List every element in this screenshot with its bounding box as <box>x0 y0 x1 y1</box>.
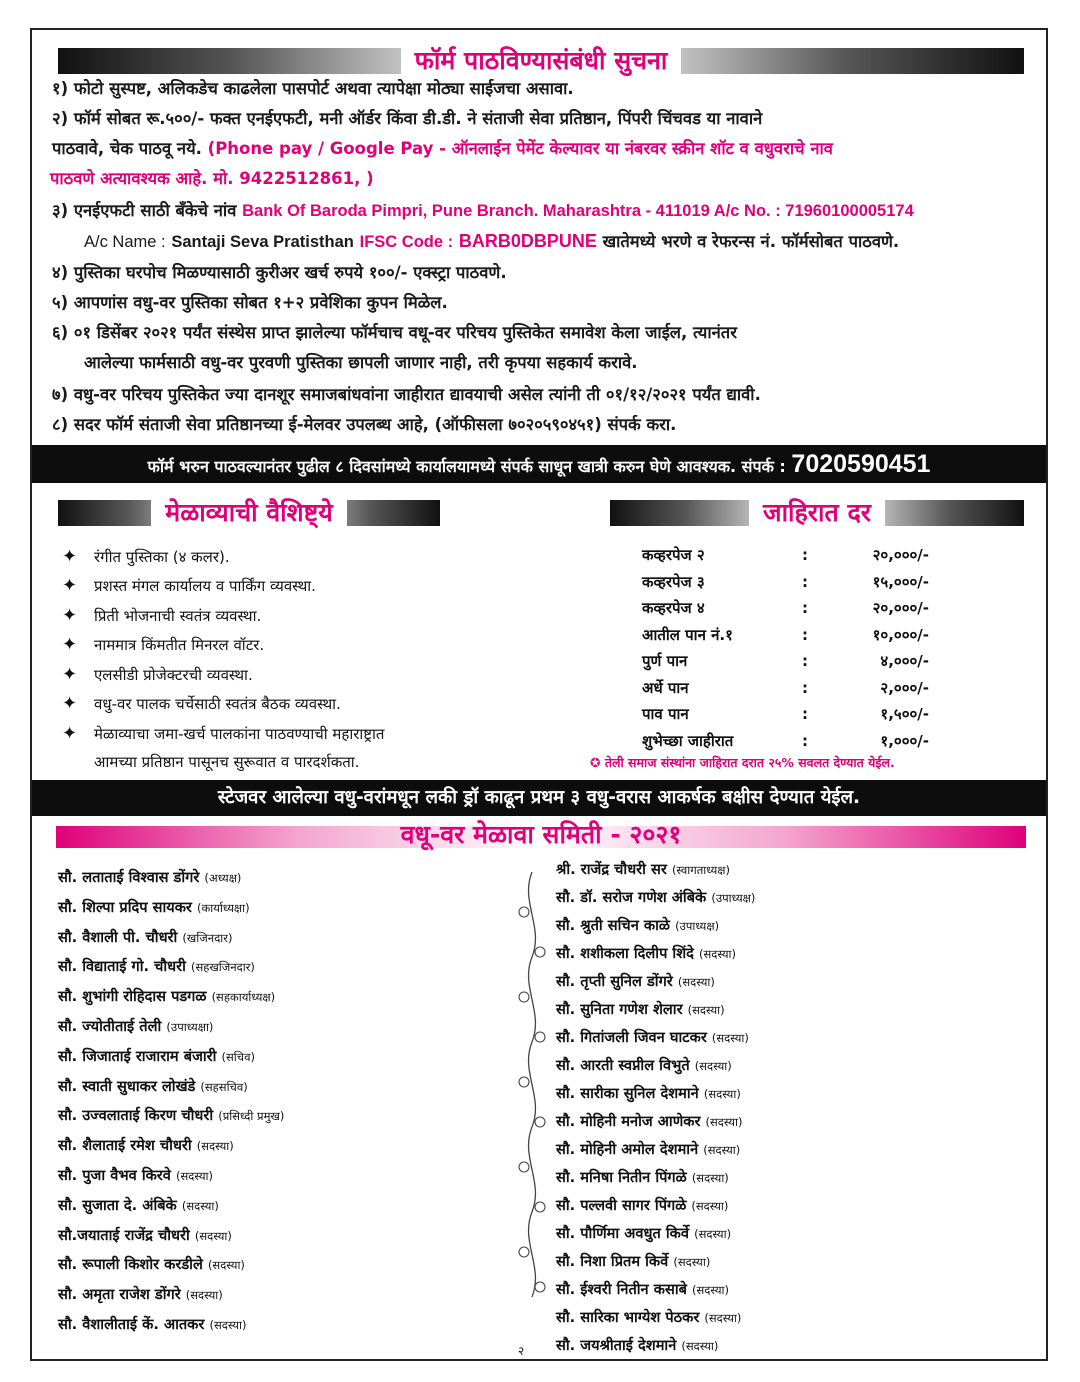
committee-member: सौ. सारिका भाग्येश पेठकर (सदस्या) <box>556 1309 742 1326</box>
instruction-item-6-cont: आलेल्या फार्मसाठी वधु-वर पुरवणी पुस्तिका छापली जाणार नाही, तरी कृपया सहकार्य करावे. <box>84 353 638 372</box>
ad-rates-title: जाहिरात दर <box>749 498 885 527</box>
page-number: २ <box>518 1344 525 1358</box>
feature-item: ✦ वधु-वर पालक चर्चेसाठी स्वतंत्र बैठक व्यवस्था. <box>62 689 341 720</box>
committee-left-column <box>58 864 508 1340</box>
account-name-label: A/c Name : <box>84 233 166 251</box>
committee-member: श्री. राजेंद्र चौधरी सर (स्वागताध्यक्ष) <box>556 861 731 878</box>
committee-member: सौ. उज्वलाताई किरण चौधरी (प्रसिध्दी प्रमुख) <box>58 1107 285 1125</box>
instruction-item-3-label: ३) एनईएफटी साठी बँकेचे नांव <box>52 201 237 220</box>
instructions-title-bar <box>58 48 1024 74</box>
plus-icon: ✦ <box>62 575 78 596</box>
instruction-item-2-text: पाठवावे, चेक पाठवू नये. <box>52 139 202 158</box>
instruction-item-4: ४) पुस्तिका घरपोच मिळण्यासाठी कुरीअर खर्च रुपये १००/- एक्स्ट्रा पाठवणे. <box>52 263 507 282</box>
lucky-draw-text: स्टेजवर आलेल्या वधु-वरांमधून लकी ड्रॉ काढून प्रथम ३ वधु-वरास आकर्षक बक्षीस देण्यात येईल. <box>217 787 861 808</box>
plus-icon: ✦ <box>62 693 78 714</box>
bank-details: Bank Of Baroda Pimpri, Pune Branch. Maharashtra - 411019 A/c No. : 71960100005174 <box>242 202 914 220</box>
committee-title: वधू-वर मेळावा समिती - २०२१ <box>400 820 682 849</box>
committee-member: सौ. मनिषा नितीन पिंगळे (सदस्या) <box>556 1169 729 1186</box>
committee-member: सौ. गितांजली जिवन घाटकर (सदस्या) <box>556 1029 749 1046</box>
committee-member: सौ. पुजा वैभव किरवे (सदस्या) <box>58 1167 213 1184</box>
committee-member: सौ. डॉ. सरोज गणेश अंबिके (उपाध्यक्ष) <box>556 889 756 906</box>
committee-member: सौ. मोहिनी मनोज आणेकर (सदस्या) <box>556 1113 743 1130</box>
plus-icon: ✦ <box>62 546 78 567</box>
committee-member: सौ. ईश्वरी नितीन कसाबे (सदस्या) <box>556 1281 730 1298</box>
instruction-payment-note: (Phone pay / Google Pay - ऑनलाईन पेमेंट केल्यावर या नंबरवर स्क्रीन शॉट व वधुवराचे नाव <box>207 139 833 158</box>
committee-member: सौ. पल्लवी सागर पिंगळे (सदस्या) <box>556 1197 729 1214</box>
star-icon: ✪ <box>590 755 601 770</box>
committee-title-bar <box>56 820 1026 849</box>
feature-item: ✦ रंगीत पुस्तिका (४ कलर). <box>62 542 230 573</box>
feature-item: ✦ नाममात्र किंमतीत मिनरल वॉटर. <box>62 630 264 661</box>
ifsc-code: BARB0DBPUNE <box>458 231 597 251</box>
committee-member: सौ. सुनिता गणेश शेलार (सदस्या) <box>556 1001 725 1018</box>
ad-rates-table <box>642 542 962 758</box>
instructions-title: फॉर्म पाठविण्यासंबंधी सुचना <box>401 46 682 75</box>
feature-item: ✦ प्रिती भोजनाची स्वतंत्र व्यवस्था. <box>62 601 261 632</box>
instruction-item-7: ७) वधु-वर परिचय पुस्तिकेत ज्या दानशूर समाजबांधवांना जाहीरात द्यावयाची असेल त्यांनी ती ०१/१२/२०२१ पर्यंत द्यावी. <box>52 385 761 404</box>
committee-member: सौ. जिजाताई राजाराम बंजारी (सचिव) <box>58 1047 255 1065</box>
instruction-item-8: ८) सदर फॉर्म संताजी सेवा प्रतिष्ठानच्या ई-मेलवर उपलब्ध आहे, (ऑफीसला ७०२०५९०४५१) संपर्क करा. <box>52 415 677 434</box>
instruction-item-5: ५) आपणांस वधु-वर पुस्तिका सोबत १+२ प्रवेशिका कुपन मिळेल. <box>52 293 448 312</box>
features-title-bar <box>58 500 440 526</box>
committee-right-column <box>556 856 1036 1356</box>
committee-member: सौ. शैलाताई रमेश चौधरी (सदस्या) <box>58 1137 234 1155</box>
instruction-item-2: २) फॉर्म सोबत रू.५००/- फक्त एनईएफटी, मनी ऑर्डर किंवा डी.डी. ने संताजी सेवा प्रतिष्ठान, पिंपरी चिंचवड या नावाने <box>52 109 763 128</box>
rate-row: पाव पान : १,५००/- <box>642 705 929 723</box>
committee-member: सौ. वैशाली पी. चौधरी (खजिनदार) <box>58 928 233 946</box>
committee-member: सौ. अमृता राजेश डोंगरे (सदस्या) <box>58 1286 223 1304</box>
rate-row: अर्धे पान : २,०००/- <box>642 678 929 697</box>
ad-rates-note-text: तेली समाज संस्थांना जाहिरात दरात २५% सवलत देण्यात येईल. <box>604 755 895 770</box>
contact-phone: 7020590451 <box>791 450 931 478</box>
rate-row: आतील पान नं.१ : १०,०००/- <box>642 625 929 644</box>
committee-member: सौ. ज्योतीताई तेली (उपाध्यक्षा) <box>58 1018 214 1035</box>
rate-row: कव्हरपेज ४ : २०,०००/- <box>642 599 929 617</box>
decorative-vine-divider <box>514 872 550 1312</box>
committee-member: सौ. सुजाता दे. अंबिके (सदस्या) <box>58 1196 219 1214</box>
rate-row: कव्हरपेज २ : २०,०००/- <box>642 546 929 564</box>
rate-row: कव्हरपेज ३ : १५,०००/- <box>642 572 929 591</box>
plus-icon: ✦ <box>62 664 78 685</box>
committee-member: सौ. शिल्पा प्रदिप सायकर (कार्याध्यक्षा) <box>58 898 250 916</box>
committee-member: सौ. लताताई विश्वास डोंगरे (अध्यक्ष) <box>58 869 242 886</box>
rate-row: शुभेच्छा जाहीरात : १,०००/- <box>642 731 929 750</box>
instruction-item-2-cont <box>52 134 833 164</box>
feature-item-cont: आमच्या प्रतिष्ठान पासूनच सुरूवात व पारदर्शकता. <box>94 753 360 771</box>
feature-item: ✦ मेळाव्याचा जमा-खर्च पालकांना पाठवण्याची महाराष्ट्रात <box>62 719 384 750</box>
ifsc-label: IFSC Code : <box>359 233 454 251</box>
plus-icon: ✦ <box>62 605 78 626</box>
instruction-payment-note-cont: पाठवणे अत्यावश्यक आहे. मो. 9422512861, ) <box>50 169 374 188</box>
committee-member: सौ. पौर्णिमा अवधुत किर्वे (सदस्या) <box>556 1225 732 1242</box>
feature-item: ✦ प्रशस्त मंगल कार्यालय व पार्किंग व्यवस्था. <box>62 571 316 602</box>
rate-row: पुर्ण पान : ४,०००/- <box>642 652 929 670</box>
committee-member: सौ. रूपाली किशोर करडीले (सदस्या) <box>58 1256 245 1274</box>
instruction-item-6: ६) ०१ डिसेंबर २०२१ पर्यंत संस्थेस प्राप्त झालेल्या फॉर्मचाच वधू-वर परिचय पुस्तिकेत समावेश केला जाईल, त्यानंतर <box>52 323 737 342</box>
committee-member: सौ. मोहिनी अमोल देशमाने (सदस्या) <box>556 1141 741 1158</box>
committee-member: सौ. स्वाती सुधाकर लोखंडे (सहसचिव) <box>58 1077 248 1095</box>
committee-member: सौ. सारीका सुनिल देशमाने (सदस्या) <box>556 1085 741 1102</box>
account-name: Santaji Seva Pratisthan <box>171 233 354 251</box>
committee-member: सौ. आरती स्वप्नील विभुते (सदस्या) <box>556 1057 732 1074</box>
committee-member: सौ. निशा प्रितम किर्वे (सदस्या) <box>556 1253 711 1270</box>
plus-icon: ✦ <box>62 723 78 744</box>
committee-member: सौ. शशीकला दिलीप शिंदे (सदस्या) <box>556 945 736 962</box>
committee-member: सौ. श्रुती सचिन काळे (उपाध्यक्ष) <box>556 917 720 934</box>
contact-strip <box>32 445 1046 483</box>
committee-member: सौ. शुभांगी रोहिदास पडगळ (सहकार्याध्यक्ष) <box>58 988 276 1006</box>
committee-member: सौ. वैशालीताई कें. आतकर (सदस्या) <box>58 1316 247 1333</box>
committee-member: सौ.जयाताई राजेंद्र चौधरी (सदस्या) <box>58 1226 232 1244</box>
instruction-item-3-end: खातेमध्ये भरणे व रेफरन्स नं. फॉर्मसोबत पाठवणे. <box>602 232 900 251</box>
instruction-item-1: १) फोटो सुस्पष्ट, अलिकडेच काढलेला पासपोर्ट अथवा त्यापेक्षा मोठ्या साईजचा असावा. <box>52 79 574 98</box>
committee-member: सौ. जयश्रीताई देशमाने (सदस्या) <box>556 1337 719 1354</box>
document-page <box>30 28 1048 1361</box>
lucky-draw-strip <box>32 780 1046 816</box>
ad-rates-note <box>590 754 895 771</box>
instruction-item-3 <box>52 196 914 226</box>
plus-icon: ✦ <box>62 634 78 655</box>
ad-rates-title-bar <box>610 500 1024 526</box>
committee-member: सौ. तृप्ती सुनिल डोंगरे (सदस्या) <box>556 973 715 990</box>
contact-strip-text: फॉर्म भरुन पाठवल्यानंतर पुढील ८ दिवसांमध्ये कार्यालयामध्ये संपर्क साधून खात्री करुन घेणे आवश्यक. संपर्क : <box>147 457 786 476</box>
feature-item: ✦ एलसीडी प्रोजेक्टरची व्यवस्था. <box>62 660 253 691</box>
instruction-item-3-cont <box>84 226 899 257</box>
committee-member: सौ. विद्याताई गो. चौधरी (सहखजिनदार) <box>58 958 255 976</box>
features-title: मेळाव्याची वैशिष्ट्ये <box>151 498 346 527</box>
